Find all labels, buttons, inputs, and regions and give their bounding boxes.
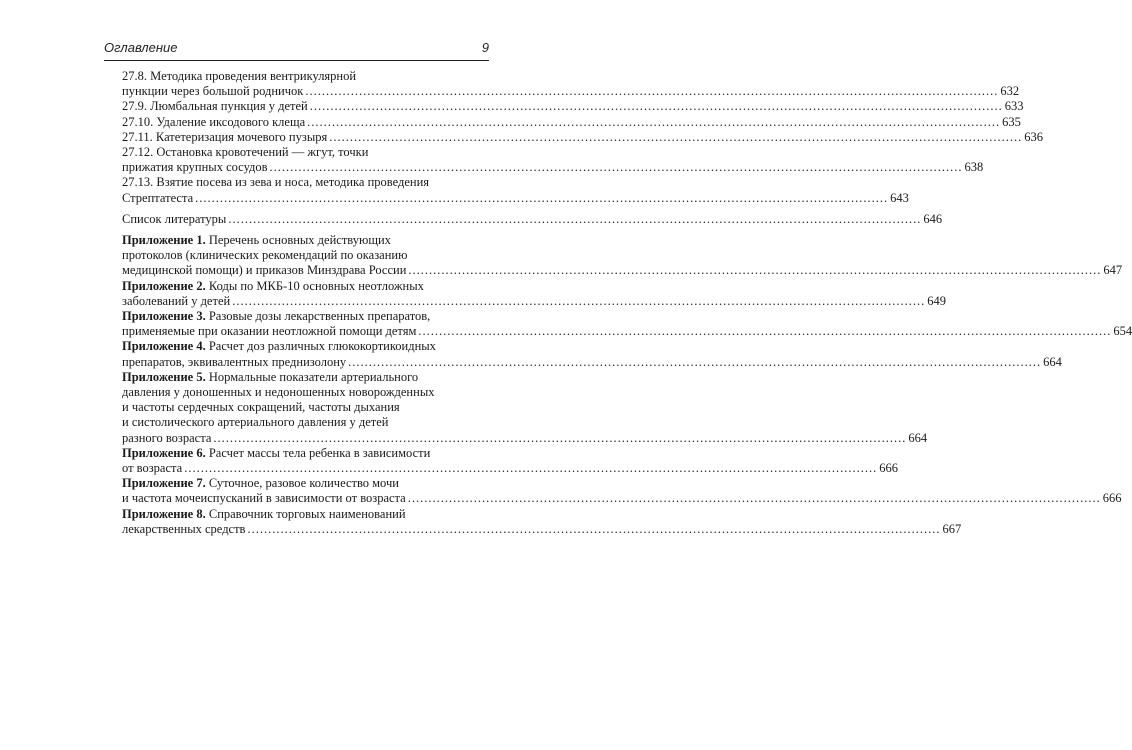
toc-entry-text: Коды по МКБ-10 основных неотложных [205, 278, 424, 293]
toc-page-number: 666 [879, 461, 898, 476]
toc-entry-line [122, 69, 483, 84]
toc-entry [122, 445, 898, 476]
toc-entry [122, 278, 946, 309]
toc-entry-text: прижатия крупных сосудов [122, 160, 268, 175]
appendix-label: Приложение 2. [122, 278, 206, 293]
toc-entry-last-line [122, 160, 984, 175]
toc-entry-text: 27.8. Методика проведения вентрикулярной [122, 69, 357, 83]
toc-page-number: 664 [1043, 354, 1062, 369]
toc-entry-last-line [122, 211, 943, 227]
toc-entry-line [122, 400, 483, 415]
toc-page-number: 643 [890, 190, 909, 205]
appendix-label: Приложение 3. [122, 309, 206, 324]
toc-entry-text: применяемые при оказании неотложной помощи детям [122, 324, 417, 339]
appendix-label: Приложение 7. [122, 476, 206, 491]
toc-entry-last-line [122, 430, 928, 446]
dot-leader [408, 491, 1101, 505]
toc-entry-last-line [122, 99, 1024, 114]
dot-leader [348, 355, 1041, 369]
toc-page-number: 664 [908, 430, 928, 445]
toc-entry-text: препаратов, эквивалентных преднизолону [122, 354, 347, 369]
toc-page-number: 636 [1024, 129, 1043, 144]
dot-leader [228, 212, 921, 226]
toc-entry-text: Стрептатеста [122, 190, 194, 205]
toc-entry-line [122, 279, 483, 294]
toc-page-number: 649 [927, 293, 946, 308]
dot-leader [213, 431, 906, 445]
toc-entry-text: разного возраста [122, 430, 212, 445]
dot-leader [232, 294, 925, 308]
toc-entry-line [122, 476, 483, 491]
dot-leader [270, 160, 963, 174]
dot-leader [408, 263, 1101, 277]
toc-entry [122, 211, 943, 227]
toc-entry-line [122, 145, 483, 160]
toc-entry-last-line [122, 293, 946, 309]
toc-entry [122, 369, 928, 446]
appendix-label: Приложение 8. [122, 506, 206, 521]
toc-entry-line [122, 385, 483, 400]
dot-leader [305, 84, 998, 98]
toc-entry [122, 69, 1020, 99]
toc-entry-line [122, 415, 483, 430]
toc-entry-text: 27.11. Катетеризация мочевого пузыря [122, 129, 328, 144]
toc-entry-text: Расчет доз различных глюкокортикоидных [205, 339, 436, 354]
toc-entry-last-line [122, 354, 1062, 370]
toc-entry-text: Суточное, разовое количество мочи [205, 476, 399, 491]
toc-entry-text: и частоты сердечных сокращений, частоты дыхания [122, 400, 400, 415]
toc-entry-text: 27.12. Остановка кровотечений — жгут, точки [122, 145, 369, 160]
toc-entry-text: Справочник торговых наименований [205, 506, 406, 521]
toc-entry-line [122, 370, 483, 385]
toc-entry-last-line [122, 521, 962, 537]
toc-page-number: 635 [1002, 114, 1021, 129]
toc-entry-text: от возраста [122, 461, 183, 476]
toc-entry-text: заболеваний у детей [122, 293, 231, 308]
toc-entry [122, 129, 1043, 145]
toc-entry [122, 99, 1024, 114]
toc-entry-last-line [122, 190, 909, 206]
toc-entry [122, 476, 1122, 506]
toc-entry [122, 114, 1021, 130]
toc-entry-last-line [122, 461, 898, 476]
toc-entry-last-line [122, 491, 1122, 506]
toc-entry-text: Перечень основных действующих [205, 233, 391, 248]
toc-entry-line [122, 309, 483, 324]
toc-entry-text: Список литературы [122, 211, 227, 226]
toc-page-number: 647 [1103, 263, 1123, 278]
toc-entry [122, 506, 962, 537]
dot-leader [247, 522, 940, 536]
toc-entry-text: 27.13. Взятие посева из зева и носа, методика проведения [122, 175, 430, 190]
toc-entry-text: давления у доношенных и недоношенных новорожденных [122, 385, 435, 400]
appendix-label: Приложение 6. [122, 445, 206, 460]
toc-entry [122, 233, 1123, 279]
toc-entry-text: Расчет массы тела ребенка в зависимости [205, 445, 431, 460]
toc-entry-last-line [122, 129, 1043, 145]
toc-entry-line [122, 339, 483, 354]
toc-entry-text: Нормальные показатели артериального [205, 369, 419, 384]
table-of-contents [122, 69, 1132, 537]
header-title: Оглавление [104, 40, 178, 55]
toc-entry [122, 309, 1132, 339]
toc-page-number: 646 [923, 211, 943, 226]
toc-entry-text: лекарственных средств [122, 521, 246, 536]
header-page-number: 9 [481, 40, 489, 55]
toc-entry-text: и частота мочеиспусканий в зависимости от возраста [122, 491, 406, 506]
toc-entry [122, 145, 984, 175]
dot-leader [195, 191, 888, 205]
dot-leader [310, 99, 1003, 113]
toc-entry-last-line [122, 84, 1020, 99]
toc-entry [122, 175, 909, 205]
toc-page-number: 632 [1000, 84, 1020, 99]
toc-entry-line [122, 248, 483, 263]
dot-leader [307, 115, 1000, 129]
running-header [104, 36, 489, 61]
toc-entry [122, 339, 1062, 369]
toc-page-number: 638 [964, 160, 984, 175]
toc-entry-text: 27.9. Люмбальная пункция у детей [122, 99, 308, 114]
toc-entry-last-line [122, 114, 1021, 130]
toc-entry-line [122, 233, 483, 248]
toc-entry-line [122, 175, 483, 190]
appendix-label: Приложение 5. [122, 369, 206, 384]
toc-entry-text: пункции через большой родничок [122, 84, 304, 99]
toc-entry-line [122, 446, 483, 461]
toc-entry-text: Разовые дозы лекарственных препаратов, [205, 309, 431, 324]
toc-page-number: 667 [942, 521, 962, 536]
dot-leader [329, 130, 1022, 144]
toc-page-number: 633 [1004, 99, 1024, 114]
toc-page-number: 666 [1102, 491, 1122, 506]
toc-entry-text: 27.10. Удаление иксодового клеща [122, 114, 306, 129]
appendix-label: Приложение 1. [122, 233, 206, 248]
toc-entry-line [122, 507, 483, 522]
toc-entry-text: медицинской помощи) и приказов Минздрава России [122, 263, 407, 278]
appendix-label: Приложение 4. [122, 339, 206, 354]
toc-entry-text: протоколов (клинических рекомендаций по оказанию [122, 248, 408, 263]
dot-leader [418, 324, 1111, 338]
toc-entry-last-line [122, 324, 1132, 339]
toc-entry-text: и систолического артериального давления у детей [122, 415, 389, 430]
toc-entry-last-line [122, 263, 1123, 278]
toc-page-number: 654 [1113, 324, 1132, 339]
dot-leader [184, 461, 877, 475]
